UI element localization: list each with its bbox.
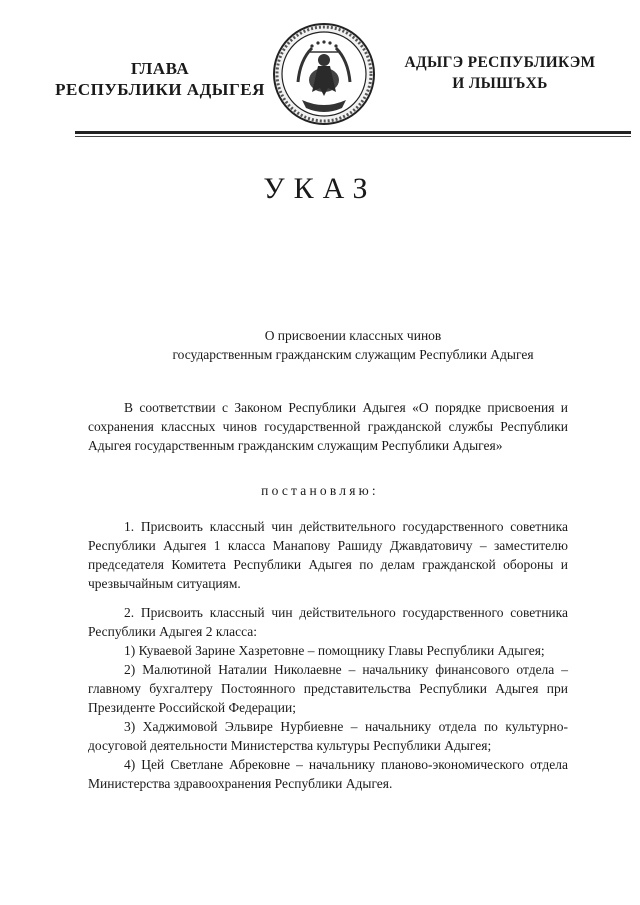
clause-2-block (88, 603, 568, 793)
issuer-title-adyghe (380, 52, 620, 94)
header-divider-thin (75, 136, 631, 137)
subject-line-2: государственным гражданским служащим Республики Адыгея (172, 347, 534, 362)
subject-line-1: О присвоении классных чинов (264, 328, 442, 343)
coat-of-arms-icon (272, 22, 376, 126)
header-divider-thick (75, 131, 631, 134)
issuer-title-russian (40, 58, 280, 100)
decree-subject (75, 326, 631, 364)
issuer-adyghe-line-1: АДЫГЭ РЕСПУБЛИКЭМ (404, 54, 596, 71)
clause-1-text: 1. Присвоить классный чин действительного государственного советника Республики Адыгея 1 класса Манапову Рашиду Джавдатовичу – заместителю председателя Комитета Республики Адыгея по делам гражданской обороны и чрезвычайным ситуациям. (88, 519, 568, 591)
clause-1-paragraph (88, 517, 568, 593)
decree-word: постановляю: (261, 483, 379, 498)
clause-2-item-1: 1) Куваевой Зарине Хазретовне – помощнику Главы Республики Адыгея; (124, 643, 545, 658)
clause-2-intro: 2. Присвоить классный чин действительного государственного советника Республики Адыгея 2 класса: (88, 605, 568, 639)
preamble-paragraph (88, 398, 568, 455)
issuer-line-1: ГЛАВА (130, 59, 190, 78)
clause-2-item-2: 2) Малютиной Наталии Николаевне – начальнику финансового отдела – главному бухгалтеру Постоянного представительства Республики Адыгея при Президенте Российской Федерации; (88, 662, 568, 715)
document-title: УКАЗ (263, 172, 377, 205)
clause-2-item-4: 4) Цей Светлане Абрековне – начальнику планово-экономического отдела Министерства здравоохранения Республики Адыгея. (88, 757, 568, 791)
clause-2-item-3: 3) Хаджимовой Эльвире Нурбиевне – начальнику отдела по культурно-досуговой деятельности Министерства культуры Республики Адыгея; (88, 719, 568, 753)
preamble-text: В соответствии с Законом Республики Адыгея «О порядке присвоения и сохранения классных чинов государственной гражданской службы Республики Адыгея государственным гражданским служащим Республики Адыгея» (88, 400, 568, 453)
issuer-line-2: РЕСПУБЛИКИ АДЫГЕЯ (55, 80, 265, 99)
issuer-adyghe-line-2: И ЛЫШЪХЬ (452, 75, 548, 92)
